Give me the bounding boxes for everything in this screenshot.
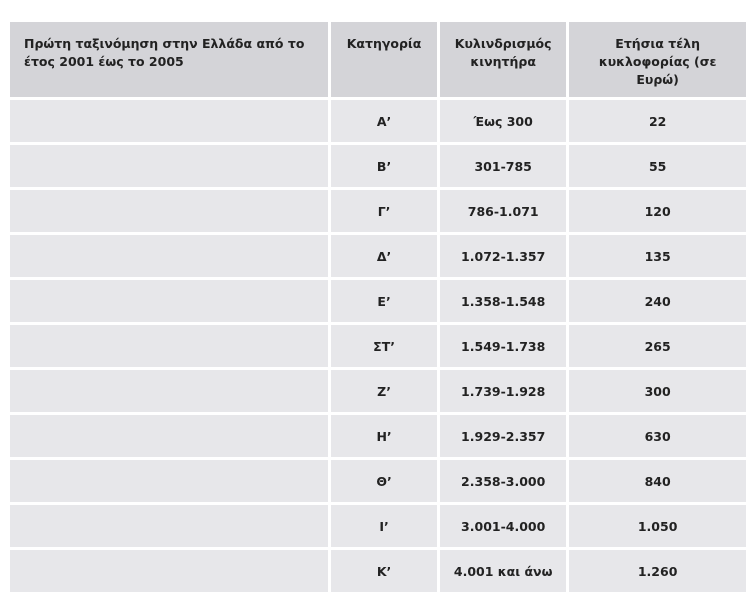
cell-engine-capacity: 4.001 και άνω bbox=[440, 550, 566, 592]
cell-annual-fee: 1.260 bbox=[569, 550, 746, 592]
cell-category: Ζ’ bbox=[331, 370, 437, 412]
cell-registration-year bbox=[10, 280, 328, 322]
cell-registration-year bbox=[10, 325, 328, 367]
cell-annual-fee: 120 bbox=[569, 190, 746, 232]
cell-engine-capacity: 1.739-1.928 bbox=[440, 370, 566, 412]
header-category: Κατηγορία bbox=[331, 22, 437, 97]
cell-category: Η’ bbox=[331, 415, 437, 457]
cell-annual-fee: 22 bbox=[569, 100, 746, 142]
header-engine-capacity: Κυλινδρισμός κινητήρα bbox=[440, 22, 566, 97]
cell-registration-year bbox=[10, 190, 328, 232]
table-row bbox=[10, 190, 746, 232]
header-registration-year: Πρώτη ταξινόμηση στην Ελλάδα από το έτος 2001 έως το 2005 bbox=[10, 22, 328, 97]
cell-annual-fee: 265 bbox=[569, 325, 746, 367]
cell-registration-year bbox=[10, 235, 328, 277]
table-row bbox=[10, 280, 746, 322]
table-row bbox=[10, 415, 746, 457]
cell-engine-capacity: 1.072-1.357 bbox=[440, 235, 566, 277]
cell-category: Β’ bbox=[331, 145, 437, 187]
cell-category: Γ’ bbox=[331, 190, 437, 232]
cell-category: Θ’ bbox=[331, 460, 437, 502]
cell-annual-fee: 135 bbox=[569, 235, 746, 277]
cell-registration-year bbox=[10, 145, 328, 187]
cell-engine-capacity: 3.001-4.000 bbox=[440, 505, 566, 547]
table-row bbox=[10, 370, 746, 412]
table-row bbox=[10, 100, 746, 142]
cell-category: Δ’ bbox=[331, 235, 437, 277]
cell-registration-year bbox=[10, 550, 328, 592]
cell-category: Ε’ bbox=[331, 280, 437, 322]
header-annual-fee: Ετήσια τέλη κυκλοφορίας (σε Ευρώ) bbox=[569, 22, 746, 97]
cell-annual-fee: 55 bbox=[569, 145, 746, 187]
cell-engine-capacity: 2.358-3.000 bbox=[440, 460, 566, 502]
cell-registration-year bbox=[10, 370, 328, 412]
cell-engine-capacity: Έως 300 bbox=[440, 100, 566, 142]
cell-engine-capacity: 1.358-1.548 bbox=[440, 280, 566, 322]
cell-registration-year bbox=[10, 100, 328, 142]
cell-engine-capacity: 301-785 bbox=[440, 145, 566, 187]
cell-engine-capacity: 1.549-1.738 bbox=[440, 325, 566, 367]
cell-category: Κ’ bbox=[331, 550, 437, 592]
cell-annual-fee: 840 bbox=[569, 460, 746, 502]
cell-registration-year bbox=[10, 415, 328, 457]
table-row bbox=[10, 145, 746, 187]
road-tax-table bbox=[7, 19, 749, 595]
table-row bbox=[10, 460, 746, 502]
cell-annual-fee: 300 bbox=[569, 370, 746, 412]
cell-engine-capacity: 1.929-2.357 bbox=[440, 415, 566, 457]
table-body bbox=[10, 100, 746, 592]
cell-category: Ι’ bbox=[331, 505, 437, 547]
cell-annual-fee: 240 bbox=[569, 280, 746, 322]
cell-category: ΣΤ’ bbox=[331, 325, 437, 367]
table-row bbox=[10, 325, 746, 367]
cell-category: Α’ bbox=[331, 100, 437, 142]
cell-registration-year bbox=[10, 505, 328, 547]
table-row bbox=[10, 235, 746, 277]
table-row bbox=[10, 505, 746, 547]
cell-annual-fee: 1.050 bbox=[569, 505, 746, 547]
cell-engine-capacity: 786-1.071 bbox=[440, 190, 566, 232]
cell-annual-fee: 630 bbox=[569, 415, 746, 457]
cell-registration-year bbox=[10, 460, 328, 502]
table-header-row bbox=[10, 22, 746, 97]
table-row bbox=[10, 550, 746, 592]
